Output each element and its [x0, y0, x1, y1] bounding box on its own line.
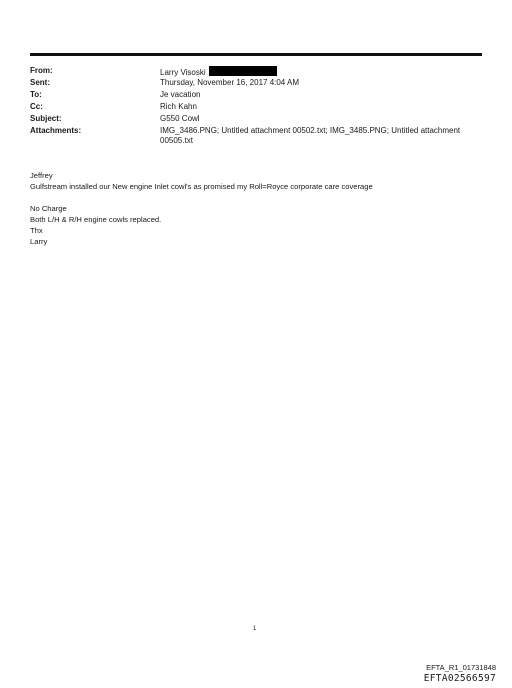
to-label: To:: [30, 90, 42, 99]
redaction-box: [209, 66, 277, 76]
body-line: Gulfstream installed our New engine Inlet cowl's as promised my Roll=Royce corporate care coverage: [30, 182, 373, 191]
cc-value: Rich Kahn: [160, 102, 197, 111]
bates-number-1: EFTA_R1_01731848: [426, 663, 496, 672]
from-label: From:: [30, 66, 53, 75]
attachments-line-1: IMG_3486.PNG; Untitled attachment 00502.txt; IMG_3485.PNG; Untitled attachment: [160, 126, 461, 135]
body-line: Both L/H & R/H engine cowls replaced.: [30, 215, 162, 224]
body-line: Larry: [30, 237, 48, 246]
bates-number-2: EFTA02566597: [423, 673, 496, 684]
attachments-label: Attachments:: [30, 126, 82, 135]
page-number: 1: [253, 626, 257, 632]
body-line: Jeffrey: [30, 171, 53, 180]
from-value-wrap: [160, 66, 480, 78]
to-value: Je vacation: [160, 90, 201, 99]
attachments-line-2: 00505.txt: [160, 136, 193, 145]
header-divider: [30, 53, 482, 56]
body-line: Thx: [30, 226, 43, 235]
attachments-value: [160, 126, 480, 146]
sent-value: Thursday, November 16, 2017 4:04 AM: [160, 78, 300, 87]
from-value: Larry Visoski: [160, 68, 206, 77]
subject-value: G550 Cowl: [160, 114, 200, 123]
subject-label: Subject:: [30, 114, 62, 123]
cc-label: Cc:: [30, 102, 43, 111]
sent-label: Sent:: [30, 78, 50, 87]
body-line: No Charge: [30, 204, 67, 213]
